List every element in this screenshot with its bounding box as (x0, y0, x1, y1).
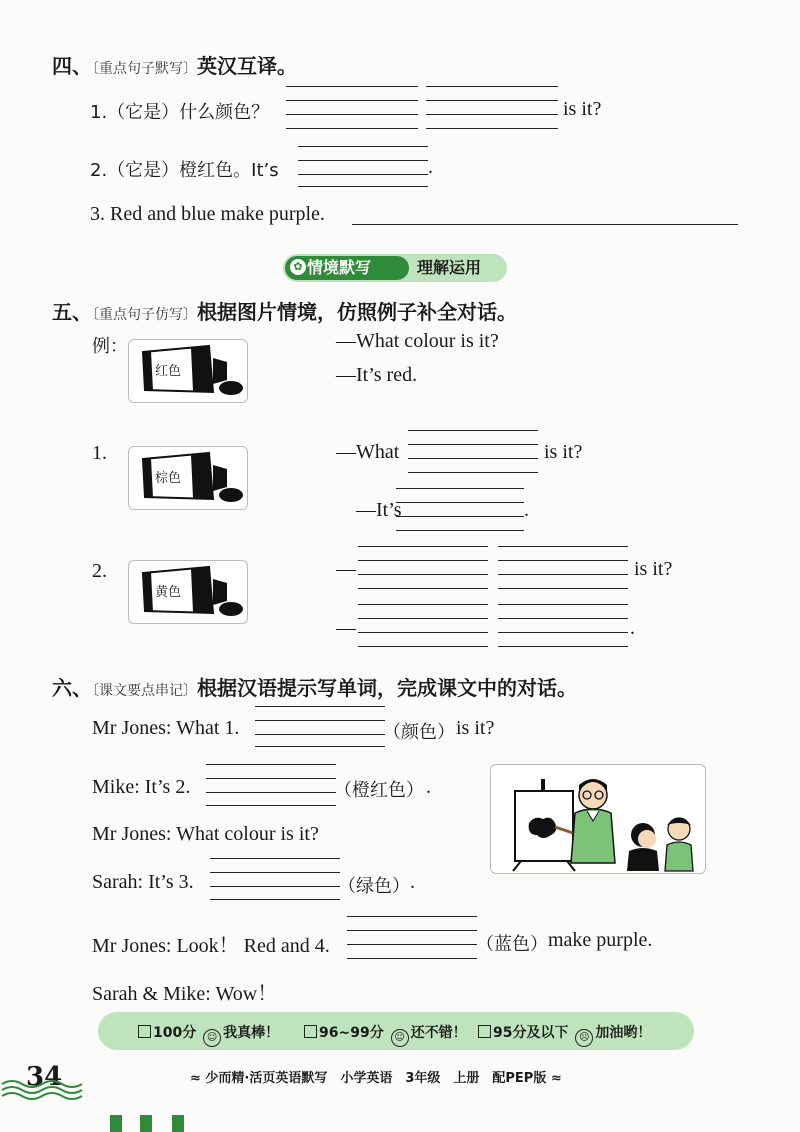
answer-line[interactable] (255, 706, 385, 707)
wave-decoration (0, 1078, 96, 1100)
paint-tube-yellow: 黄色 (128, 560, 248, 624)
item2-dash1: — (336, 558, 356, 580)
answer-line[interactable] (347, 958, 477, 959)
section-banner (283, 254, 507, 282)
answer-line[interactable] (210, 858, 340, 859)
answer-line[interactable] (347, 930, 477, 931)
answer-line[interactable] (255, 734, 385, 735)
smile-face-icon: ☺ (203, 1029, 221, 1047)
section4-q1-prompt: 1.（它是）什么颜色？ (90, 102, 270, 123)
answer-line[interactable] (408, 444, 538, 445)
answer-line[interactable] (255, 746, 385, 747)
answer-line[interactable] (426, 86, 558, 87)
paint-tube-brown: 棕色 (128, 446, 248, 510)
answer-line[interactable] (498, 588, 628, 589)
green-mark (172, 1115, 184, 1132)
answer-line[interactable] (347, 916, 477, 917)
answer-line[interactable] (206, 764, 336, 765)
dialog-line4-hint: （绿色） (338, 876, 410, 897)
footer-series: ≈ 少而精·活页英语默写 小学英语 3年级 上册 配PEP版 ≈ (190, 1071, 562, 1086)
answer-line[interactable] (396, 516, 524, 517)
example-label: 例： (92, 336, 128, 357)
green-mark (110, 1115, 122, 1132)
answer-line[interactable] (426, 128, 558, 129)
item2-number: 2. (92, 560, 107, 582)
answer-line[interactable] (408, 430, 538, 431)
answer-line[interactable] (396, 488, 524, 489)
item1-question-pre: —What (336, 441, 400, 463)
page-number: 34 (26, 1062, 63, 1092)
section5-tag: 〔重点句子仿写〕 (92, 307, 197, 323)
classroom-illustration (490, 764, 706, 874)
item1-number: 1. (92, 442, 107, 464)
banner-right: 理解运用 (417, 258, 482, 277)
answer-line[interactable] (358, 604, 488, 605)
answer-line[interactable] (396, 530, 524, 531)
dialog-line6: Sarah & Mike: Wow！ (92, 983, 278, 1005)
answer-line[interactable] (206, 805, 336, 806)
answer-line[interactable] (498, 560, 628, 561)
item1-question-tail: is it? (544, 441, 583, 463)
answer-line[interactable] (286, 114, 418, 115)
score-option-95-below[interactable]: 95分及以下 ☹ 加油哟！ (478, 1022, 651, 1047)
medal-icon: ✿ (290, 259, 306, 275)
answer-line[interactable] (408, 458, 538, 459)
dialog-line4-pre: Sarah: It’s 3. (92, 871, 194, 893)
answer-line[interactable] (358, 560, 488, 561)
section6-tag: 〔课文要点串记〕 (92, 683, 197, 699)
answer-line[interactable] (498, 574, 628, 575)
section4-heading: 四、〔重点句子默写〕英汉互译。 (52, 54, 297, 78)
answer-line[interactable] (358, 588, 488, 589)
answer-line[interactable] (210, 886, 340, 887)
answer-line[interactable] (298, 186, 428, 187)
score-option-96-99[interactable]: 96~99分 ☺ 还不错！ (304, 1022, 467, 1047)
answer-line[interactable] (408, 472, 538, 473)
answer-line[interactable] (286, 100, 418, 101)
dialog-line2-hint: （橙红色） (334, 780, 424, 801)
answer-line[interactable] (298, 160, 428, 161)
answer-line[interactable] (426, 114, 558, 115)
section4-q3-prompt: 3. Red and blue make purple. (90, 203, 325, 225)
answer-line[interactable] (255, 720, 385, 721)
checkbox-icon[interactable] (138, 1025, 151, 1038)
answer-line[interactable] (498, 604, 628, 605)
dialog-line5-post: make purple. (548, 929, 653, 951)
dialog-line2-pre: Mike: It’s 2. (92, 776, 191, 798)
section4-tag: 〔重点句子默写〕 (92, 61, 197, 77)
green-mark (140, 1115, 152, 1132)
dialog-line1-pre: Mr Jones: What 1. (92, 717, 240, 739)
answer-line[interactable] (358, 646, 488, 647)
answer-line[interactable] (498, 646, 628, 647)
answer-line[interactable] (358, 546, 488, 547)
section5-heading: 五、〔重点句子仿写〕根据图片情境，仿照例子补全对话。 (52, 300, 517, 324)
item2-dash2: — (336, 617, 356, 639)
answer-line[interactable] (358, 618, 488, 619)
banner-left: ✿ 情境默写 (285, 256, 409, 280)
answer-line[interactable] (347, 944, 477, 945)
answer-line[interactable] (396, 502, 524, 503)
answer-line[interactable] (286, 128, 418, 129)
section4-q1-tail: is it? (563, 98, 602, 120)
section4-q2-prompt: 2.（它是）橙红色。It’s (90, 160, 279, 181)
answer-line[interactable] (206, 778, 336, 779)
dialog-line1-hint: （颜色） (383, 722, 455, 743)
dialog-line3: Mr Jones: What colour is it? (92, 823, 319, 845)
answer-line[interactable] (286, 86, 418, 87)
dialog-line1-post: is it? (456, 717, 495, 739)
cheer-face-icon: ☹ (575, 1029, 593, 1047)
item2-tail2: . (630, 617, 635, 639)
dialog-line2-post: . (426, 776, 431, 798)
answer-line[interactable] (298, 174, 428, 175)
answer-line[interactable] (298, 146, 428, 147)
dialog-line5-hint: （蓝色） (476, 934, 548, 955)
item1-answer-pre: —It’s (356, 499, 402, 521)
item2-tail1: is it? (634, 558, 673, 580)
answer-line[interactable] (426, 100, 558, 101)
answer-line[interactable] (352, 224, 738, 225)
answer-line[interactable] (210, 872, 340, 873)
section6-heading: 六、〔课文要点串记〕根据汉语提示写单词，完成课文中的对话。 (52, 676, 577, 700)
paint-tube-red: 红色 (128, 339, 248, 403)
section4-q2-tail: . (428, 156, 433, 178)
score-option-100[interactable]: 100分 ☺ 我真棒！ (138, 1022, 279, 1047)
score-bar (98, 1012, 694, 1050)
item1-answer-tail: . (524, 499, 529, 521)
example-answer: —It’s red. (336, 364, 418, 386)
checkbox-icon[interactable] (304, 1025, 317, 1038)
answer-line[interactable] (498, 546, 628, 547)
smile-face-icon: ☺ (391, 1029, 409, 1047)
answer-line[interactable] (498, 632, 628, 633)
answer-line[interactable] (210, 899, 340, 900)
checkbox-icon[interactable] (478, 1025, 491, 1038)
answer-line[interactable] (358, 574, 488, 575)
dialog-line5-pre: Mr Jones: Look！ Red and 4. (92, 935, 330, 957)
answer-line[interactable] (358, 632, 488, 633)
dialog-line4-post: . (410, 871, 415, 893)
example-question: —What colour is it? (336, 330, 499, 352)
answer-line[interactable] (498, 618, 628, 619)
answer-line[interactable] (206, 792, 336, 793)
